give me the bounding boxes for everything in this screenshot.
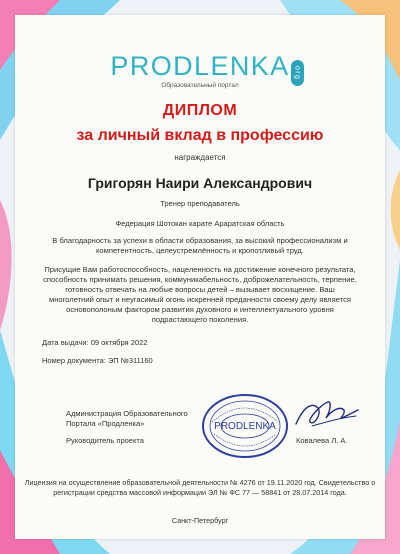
signer-name: Ковалева Л. А. [296,436,348,445]
stamp-text: PRODLENKA [214,421,276,432]
administration-label: Администрация Образовательного Портала «Продленка» [66,409,188,428]
signature-icon [292,396,362,432]
diploma-subtitle: за личный вклад в профессию [76,127,324,144]
document-number: Номер документа: ЭП №311160 [42,356,153,365]
recipient-name: Григорян Наири Александрович [87,175,313,191]
praise-paragraph: Присущие Вам работоспособность, нацеленность на достижение конечного результата, способность принимать решения, коммуникабельность, доброжелательность, терпение, готовность отвечать на любые вопросы детей – вызывает восхищение. Ваш многолетний опыт и неугасимый огонь искренней преданности своему делу является основополоным фактором развития духовного и интеллектуального уровня подрастающего поколения. [43,265,357,324]
brand-logo [0,52,400,80]
logo-subtitle: Образовательный портал [161,82,239,89]
logo-wordmark: PRODLENKA [110,51,290,81]
gratitude-paragraph: В благодарность за успехи в области образования, за высокий профессионализм и компетентность, целеустремлённость и кропотливый труд. [52,236,348,255]
project-head-label: Руководитель проекта [66,436,144,445]
issue-date: Дата выдачи: 09 октября 2022 [42,338,148,347]
official-stamp-icon [200,392,290,460]
awarded-label: награждается [174,153,226,162]
city-label: Санкт-Петербург [171,516,229,525]
recipient-organization: Федерация Шотокан карате Араратская область [115,219,285,228]
recipient-position: Тренер преподаватель [160,199,240,208]
diploma-title: ДИПЛОМ [162,102,238,119]
logo-org-badge: org [291,60,304,86]
license-info: Лицензия на осуществление образовательной деятельности № 4276 от 19.11.2020 год. Свидетельство о регистрации средства массовой информации ЭЛ № ФС 77 — 58841 от 28.07.2014 года. [24,478,376,497]
